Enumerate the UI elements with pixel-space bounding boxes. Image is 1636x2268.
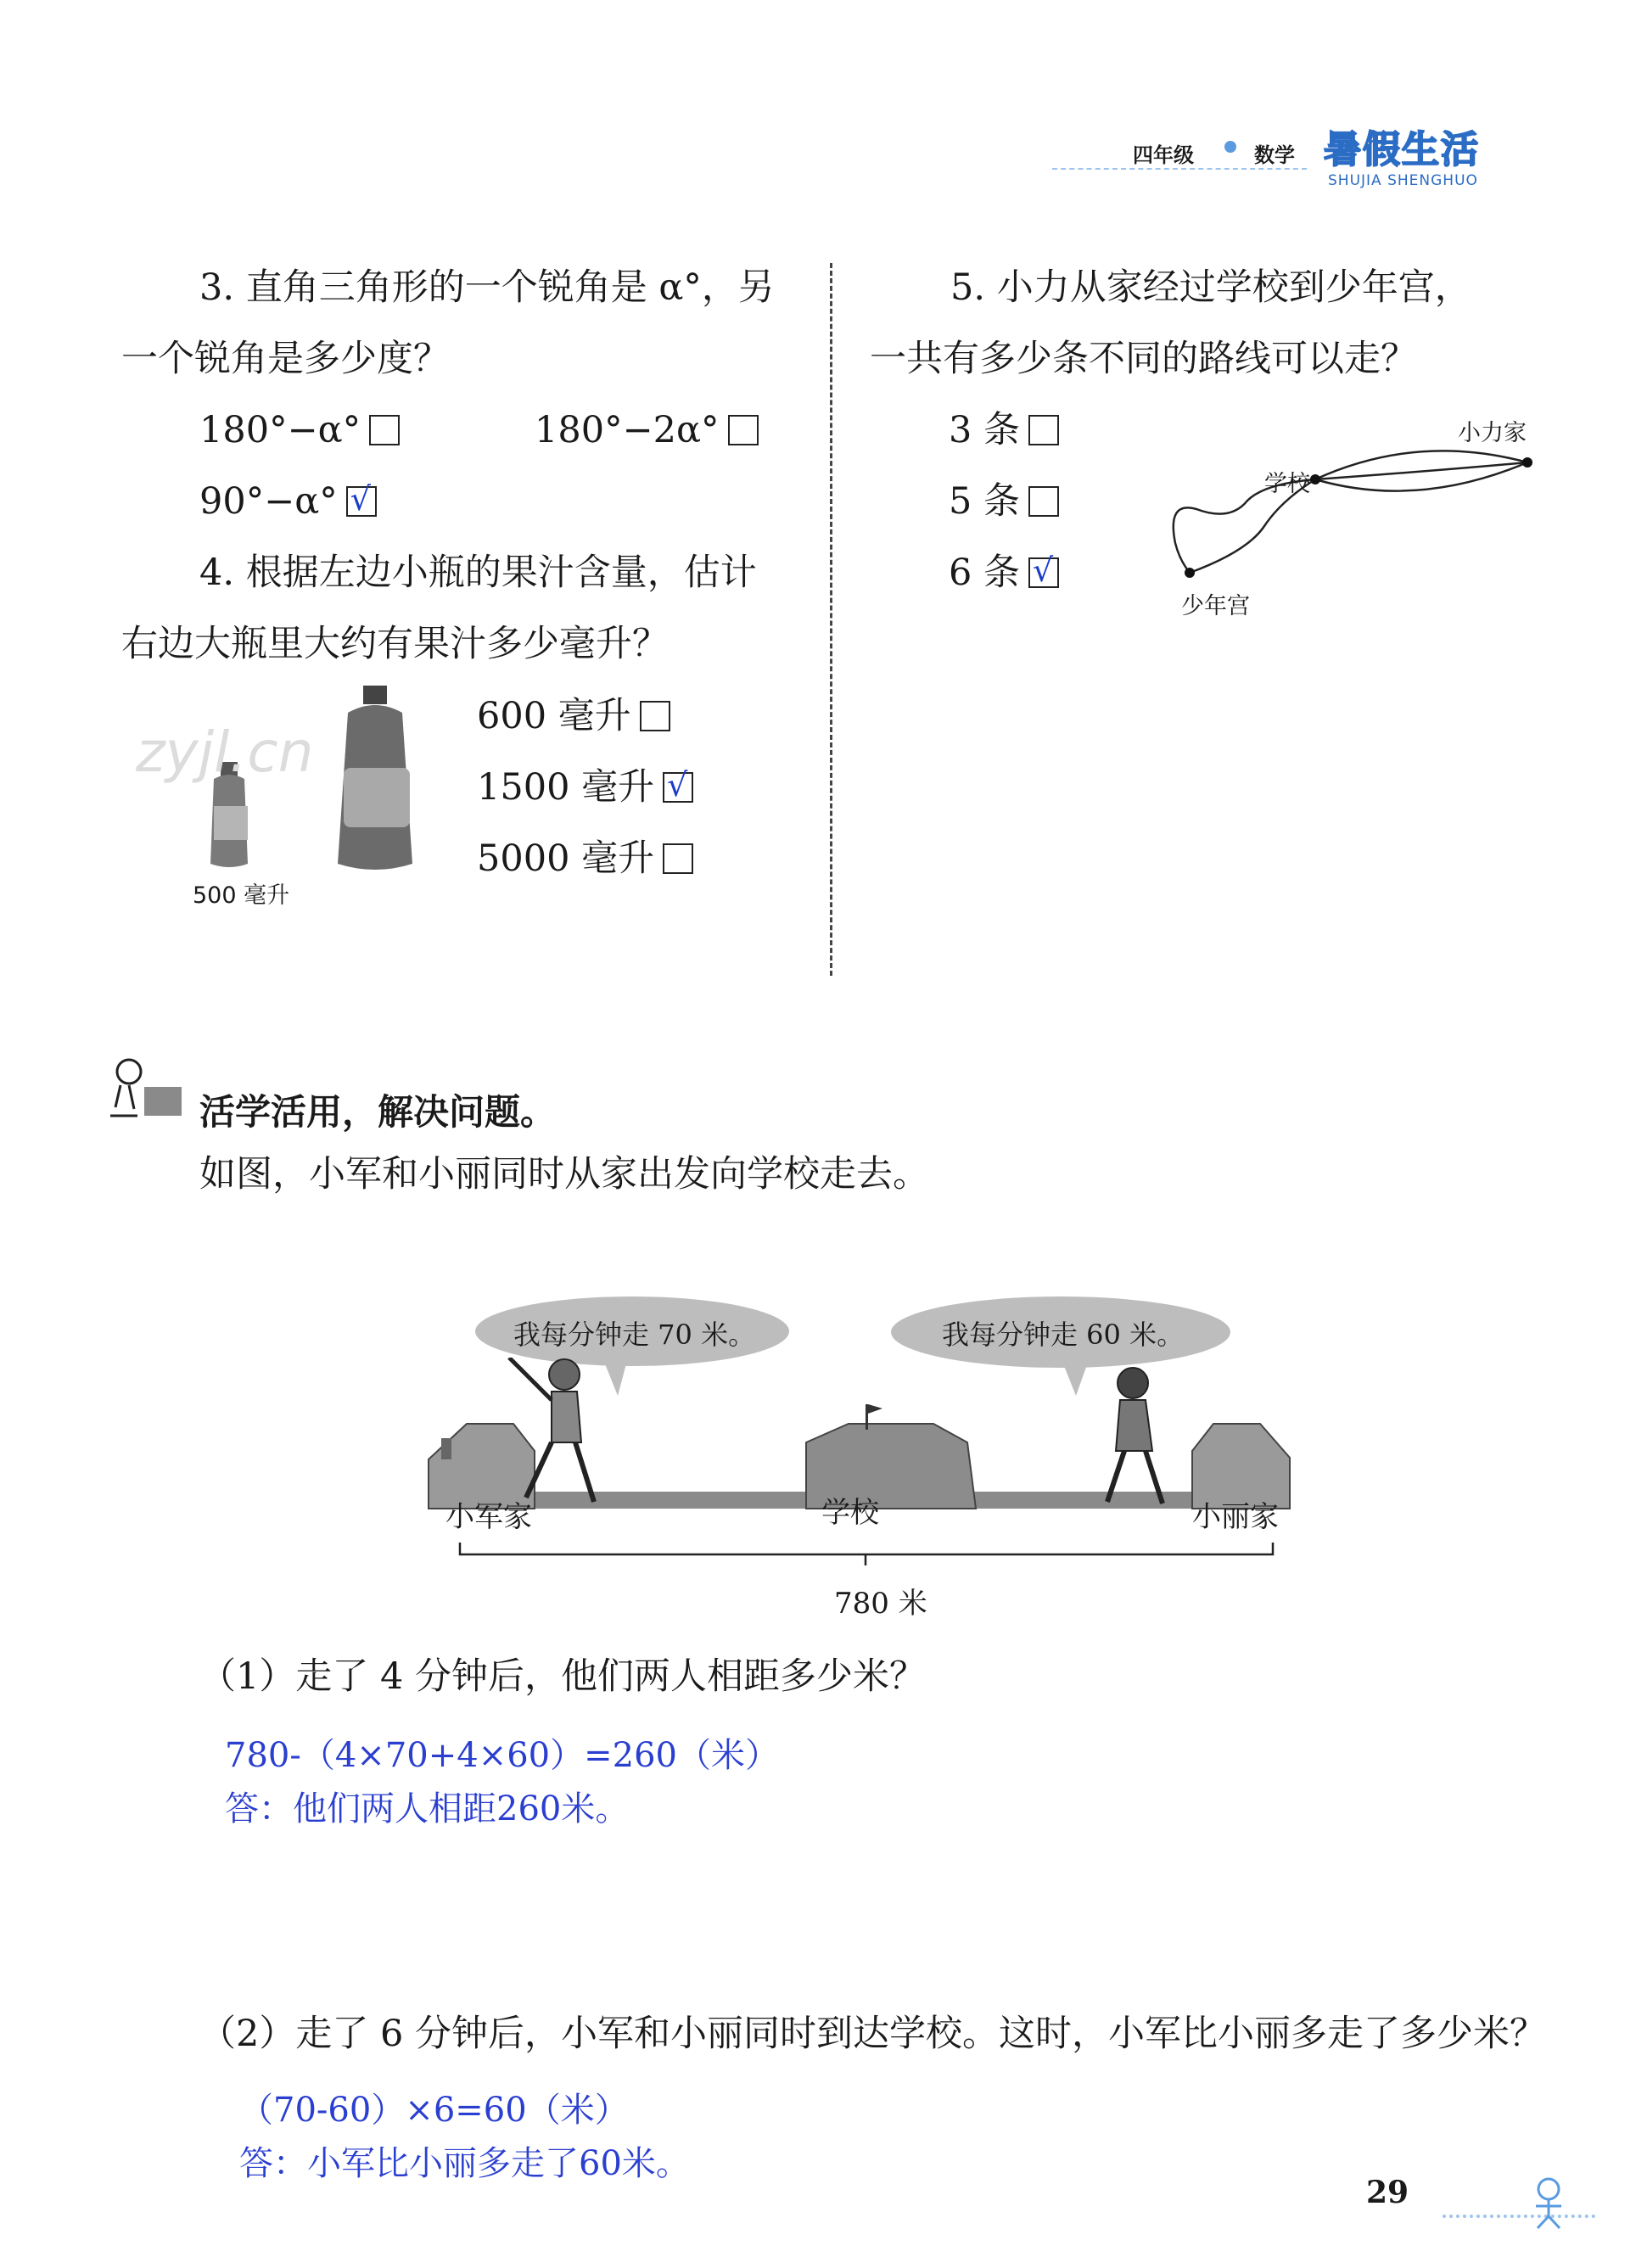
p1-answer-line2: 答：他们两人相距260米。 <box>225 1789 630 1828</box>
distance-brace <box>460 1543 1273 1565</box>
q5-option-1-checkbox[interactable] <box>1028 415 1059 445</box>
label-left-home: 小军家 <box>445 1500 532 1534</box>
q5-option-2 <box>949 480 1059 523</box>
q5-option-1 <box>949 409 1059 451</box>
girl-walking-icon <box>1107 1368 1163 1504</box>
label-right-home: 小丽家 <box>1192 1500 1279 1534</box>
header-grade: 四年级 <box>1133 143 1194 167</box>
route-map <box>1163 441 1570 594</box>
q3-line2: 一个锐角是多少度？ <box>121 338 450 380</box>
q4-option-3-checkbox[interactable] <box>663 843 693 874</box>
column-divider <box>830 263 832 976</box>
q3-option-1 <box>199 409 400 451</box>
q4-option-1 <box>477 695 670 737</box>
distance-label: 780 米 <box>834 1587 927 1621</box>
bubble-right-text: 我每分钟走 60 米。 <box>942 1319 1185 1351</box>
q3-option-1-label: 180°−α° <box>199 409 361 451</box>
q3-option-2-checkbox[interactable] <box>728 415 759 445</box>
q4-line1: 4. 根据左边小瓶的果汁含量，估计 <box>199 552 757 594</box>
section-title: 活学活用，解决问题。 <box>199 1091 557 1133</box>
q4-line2: 右边大瓶里大约有果汁多少毫升？ <box>121 623 669 665</box>
q4-option-3-label: 5000 毫升 <box>477 837 655 880</box>
q4-option-2-label: 1500 毫升 <box>477 766 655 809</box>
header-dot-icon <box>1224 141 1236 153</box>
q3-option-2-label: 180°−2α° <box>535 409 720 451</box>
watermark: zyjl.cn <box>136 720 314 785</box>
palace-point <box>1185 568 1195 578</box>
q3-option-3-label: 90°−α° <box>199 480 338 523</box>
p2-answer-line2: 答：小军比小丽多走了60米。 <box>239 2144 690 2183</box>
header-line <box>1052 168 1307 170</box>
header-subject: 数学 <box>1254 143 1295 167</box>
home-point <box>1522 457 1532 468</box>
p2-question: （2）走了 6 分钟后，小军和小丽同时到达学校。这时，小军比小丽多走了多少米？ <box>199 2013 1547 2055</box>
checkmark-icon: √ <box>667 766 688 804</box>
q3-option-3 <box>199 480 377 523</box>
q5-option-1-label: 3 条 <box>949 409 1021 451</box>
q5-option-3 <box>949 552 1059 594</box>
route-middle <box>1315 462 1527 479</box>
section-intro: 如图，小军和小丽同时从家出发向学校走去。 <box>199 1153 929 1196</box>
map-label-palace: 少年宫 <box>1181 593 1250 619</box>
q3-option-1-checkbox[interactable] <box>369 415 400 445</box>
q5-option-3-checkbox[interactable] <box>1028 552 1059 589</box>
school-point <box>1310 474 1320 484</box>
q5-option-2-checkbox[interactable] <box>1028 486 1059 517</box>
q4-option-2-checkbox[interactable] <box>663 766 693 804</box>
q3-line1: 3. 直角三角形的一个锐角是 α°，另 <box>199 266 775 309</box>
q5-line2: 一共有多少条不同的路线可以走？ <box>870 338 1417 380</box>
page-number: 29 <box>1366 2175 1409 2210</box>
large-bottle-icon <box>338 686 412 870</box>
q4-option-3 <box>477 837 693 880</box>
q4-option-1-checkbox[interactable] <box>640 701 670 731</box>
q3-option-3-checkbox[interactable] <box>346 480 377 518</box>
reading-kid-icon <box>104 1056 188 1124</box>
header-logo: 暑假生活 <box>1324 128 1480 171</box>
header-logo-sub: SHUJIA SHENGHUO <box>1328 172 1478 189</box>
q5-option-2-label: 5 条 <box>949 480 1021 523</box>
p1-question: （1）走了 4 分钟后，他们两人相距多少米？ <box>199 1655 927 1698</box>
map-label-school: 学校 <box>1264 471 1310 497</box>
q5-option-3-label: 6 条 <box>949 552 1021 594</box>
p2-answer-line1: （70-60）×6=60（米） <box>239 2091 629 2130</box>
q4-option-2 <box>477 766 693 809</box>
checkmark-icon: √ <box>1033 552 1054 589</box>
q5-line1: 5. 小力从家经过学校到少年宫， <box>950 266 1471 309</box>
q3-option-2 <box>535 409 759 451</box>
checkmark-icon: √ <box>350 480 372 518</box>
footer-kid-icon <box>1519 2172 1578 2232</box>
q4-option-1-label: 600 毫升 <box>477 695 631 737</box>
bubble-left-text: 我每分钟走 70 米。 <box>513 1319 756 1351</box>
small-bottle-caption: 500 毫升 <box>193 882 290 909</box>
walk-scene <box>424 1358 1298 1612</box>
p1-answer-line1: 780-（4×70+4×60）=260（米） <box>225 1736 779 1775</box>
label-school: 学校 <box>821 1496 879 1530</box>
map-label-home: 小力家 <box>1458 420 1527 446</box>
